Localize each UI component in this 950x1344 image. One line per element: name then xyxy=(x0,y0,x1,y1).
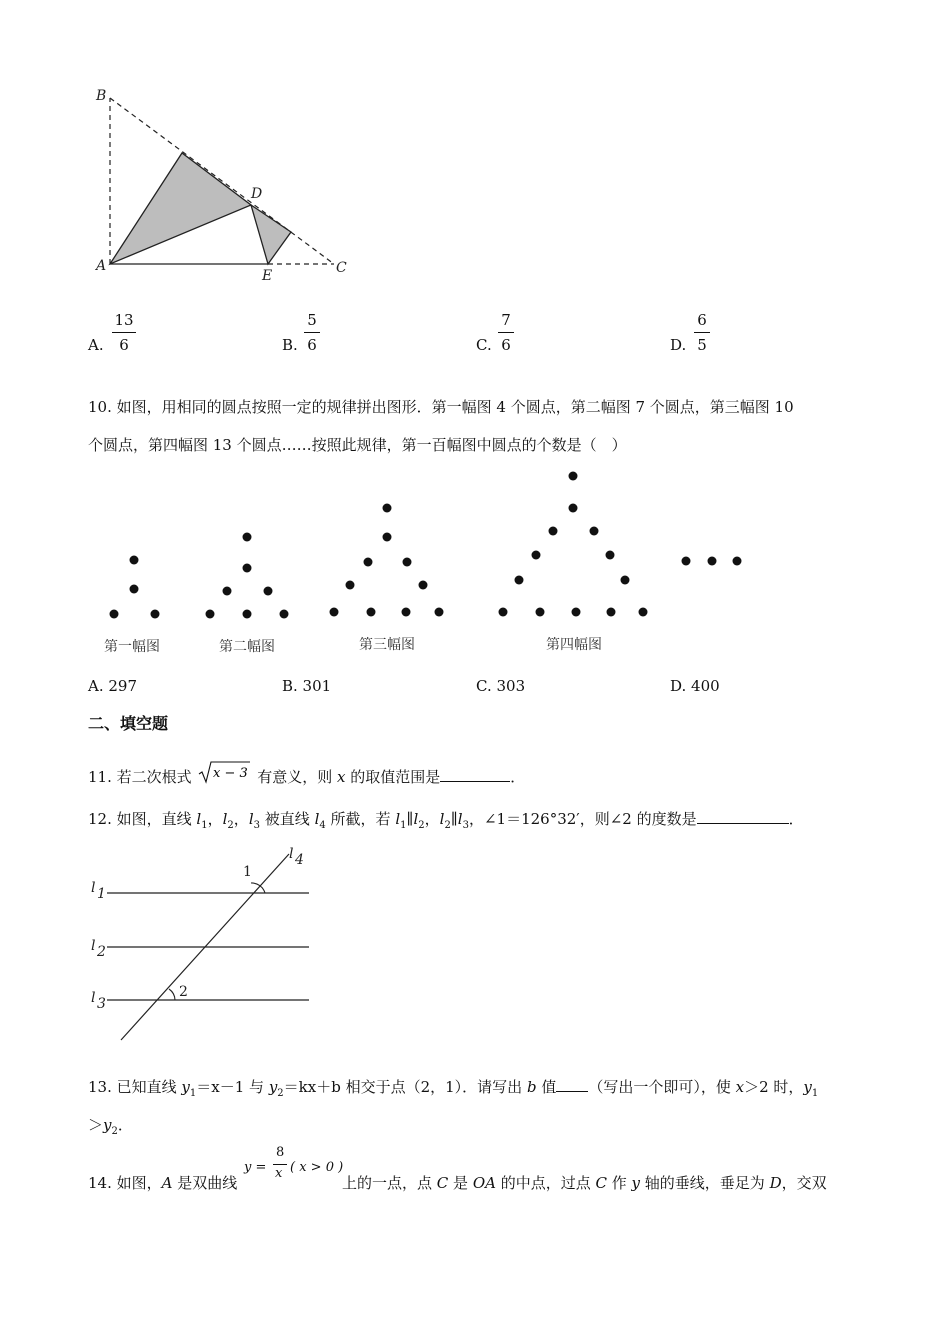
l4-label: l xyxy=(289,846,294,862)
q12-text-c: 所截，若 xyxy=(330,810,396,828)
q12-l2c: l xyxy=(439,810,445,828)
q12-l2b-sub: 2 xyxy=(418,820,425,831)
q13-line2-end: ． xyxy=(117,1116,133,1134)
q13-line2-gt: ＞ xyxy=(88,1116,104,1134)
q12-parallel2: ∥ xyxy=(450,810,458,828)
q10-dot-pattern-figure xyxy=(100,465,760,630)
q10-figure4-label: 第四幅图 xyxy=(546,637,602,653)
label-e: E xyxy=(262,268,273,284)
q14-condition: ( x > 0 ) xyxy=(290,1160,344,1175)
q13-y2: y xyxy=(268,1078,278,1096)
q9-option-a-fraction: 13 6 xyxy=(112,310,136,355)
q13-y2-sub: 2 xyxy=(277,1088,284,1099)
q12-l2b: l xyxy=(413,810,419,828)
q12-sep2: ， xyxy=(233,810,249,828)
shaded-triangle-small xyxy=(251,205,291,264)
q14-C: C xyxy=(436,1174,449,1192)
q12-l2c-sub: 2 xyxy=(444,820,451,831)
q14-frac-num: 8 xyxy=(276,1145,285,1160)
q9-option-b-letter[interactable]: B. xyxy=(282,336,298,354)
label-c: C xyxy=(336,260,347,276)
l3-label: l xyxy=(91,990,96,1006)
q13-c: 值 xyxy=(536,1078,557,1096)
l1-label: l xyxy=(91,880,96,896)
q11-prefix: 11. 若二次根式 xyxy=(88,768,192,786)
q13-y2b: y xyxy=(103,1116,112,1134)
q12-l1b-sub: 1 xyxy=(400,820,407,831)
q12-l4-sub: 4 xyxy=(319,820,326,831)
angle2-arc xyxy=(169,989,175,1000)
q14-line xyxy=(88,1145,827,1202)
q12-end: ． xyxy=(788,810,804,828)
l2-label: l xyxy=(91,938,96,954)
q10-text-line2: 个圆点，第四幅图 13 个圆点……按照此规律，第一百幅图中圆点的个数是（ ） xyxy=(88,436,627,454)
q9-option-c-fraction: 7 6 xyxy=(498,310,514,355)
q14-frac-bar xyxy=(273,1164,287,1165)
q13-line2 xyxy=(88,1114,133,1137)
q13-x: x xyxy=(735,1078,745,1096)
q12-text-a: 12. 如图，直线 xyxy=(88,810,197,828)
q14-OA: OA xyxy=(472,1174,496,1192)
q10-text-line1: 10. 如图，用相同的圆点按照一定的规律拼出图形．第一幅图 4 个圆点，第二幅图 7 个圆点，第三幅图 10 xyxy=(88,398,794,416)
q10-option-d[interactable]: D. 400 xyxy=(670,677,720,695)
q13-d: （写出一个即可），使 xyxy=(588,1078,736,1096)
q12-answer-blank[interactable] xyxy=(697,809,789,824)
q12-sep3: ， xyxy=(424,810,440,828)
q11-answer-blank[interactable] xyxy=(440,767,510,782)
q13-y2b-sub: 2 xyxy=(111,1126,118,1137)
q13-line1 xyxy=(88,1076,818,1099)
q12-l4: l xyxy=(314,810,320,828)
q10-option-a[interactable]: A. 297 xyxy=(88,677,137,695)
q14-e: 的中点，过点 xyxy=(495,1174,596,1192)
q9-option-a-letter[interactable]: A. xyxy=(88,336,104,354)
q10-option-c[interactable]: C. 303 xyxy=(476,677,526,695)
q11-suffix: 的取值范围是 xyxy=(350,768,441,786)
q14-h: ，交双 xyxy=(781,1174,827,1192)
q14-A: A xyxy=(161,1174,173,1192)
q14-y-eq: y = xyxy=(244,1160,267,1175)
l2-sub: 2 xyxy=(97,944,106,960)
l4-sub: 4 xyxy=(295,852,304,868)
q14-f: 作 xyxy=(607,1174,632,1192)
angle1-label: 1 xyxy=(243,864,252,880)
q12-sep1: ， xyxy=(207,810,223,828)
q12-line xyxy=(88,808,804,831)
q12-l3: l xyxy=(248,810,254,828)
q9-option-b-fraction: 5 6 xyxy=(304,310,320,355)
q10-figure1-label: 第一幅图 xyxy=(104,639,160,655)
label-d: D xyxy=(251,186,263,202)
q12-l3b-sub: 3 xyxy=(462,820,469,831)
q13-y1b-sub: 1 xyxy=(811,1088,819,1099)
q13-e: ＞2 时， xyxy=(744,1078,804,1096)
q11-middle: 有意义，则 xyxy=(257,768,333,786)
q9-triangle-figure xyxy=(88,80,358,290)
q9-option-d-fraction: 6 5 xyxy=(694,310,710,355)
q12-l2-sub: 2 xyxy=(227,820,234,831)
q12-text-b: 被直线 xyxy=(264,810,315,828)
l1-sub: 1 xyxy=(97,886,106,902)
label-b: B xyxy=(96,88,107,104)
q10-figure3-label: 第三幅图 xyxy=(359,637,415,653)
q12-l1: l xyxy=(196,810,202,828)
q9-option-d-letter[interactable]: D. xyxy=(670,336,687,354)
shaded-triangle-large xyxy=(110,153,251,264)
q13-y1-sub: 1 xyxy=(189,1088,197,1099)
q13-answer-blank[interactable] xyxy=(556,1077,588,1092)
q12-l1-sub: 1 xyxy=(201,820,208,831)
q14-formula xyxy=(242,1145,344,1192)
q14-C2: C xyxy=(595,1174,607,1192)
q12-text-d: ，∠1＝126°32′，则∠2 的度数是 xyxy=(468,810,697,828)
q13-a: 13. 已知直线 xyxy=(88,1078,182,1096)
q13-y1b: y xyxy=(803,1078,812,1096)
q11-var: x xyxy=(336,768,346,786)
q11-line xyxy=(88,760,525,787)
q13-b: b xyxy=(526,1078,537,1096)
q11-end: ． xyxy=(510,768,526,786)
q14-frac-den: x xyxy=(275,1166,283,1181)
q11-radical-sign xyxy=(198,760,250,784)
q12-l3-sub: 3 xyxy=(253,820,260,831)
section-fill-in-title: 二、填空题 xyxy=(88,714,169,733)
q13-eq1: ＝x－1 与 xyxy=(196,1078,269,1096)
label-a: A xyxy=(96,258,107,274)
q14-a: 14. 如图， xyxy=(88,1174,162,1192)
l3-sub: 3 xyxy=(97,996,106,1012)
q11-radicand: x − 3 xyxy=(213,766,249,781)
q14-g: 轴的垂线，垂足为 xyxy=(640,1174,770,1192)
q10-figure2-label: 第二幅图 xyxy=(219,639,275,655)
q14-c: 上的一点，点 xyxy=(342,1174,437,1192)
q10-option-b[interactable]: B. 301 xyxy=(282,677,332,695)
q12-l2: l xyxy=(222,810,228,828)
q14-D: D xyxy=(769,1174,782,1192)
q12-l1b: l xyxy=(395,810,401,828)
q13-y1: y xyxy=(181,1078,190,1096)
q12-l3b: l xyxy=(457,810,463,828)
q12-parallel-lines-figure xyxy=(85,842,325,1047)
q14-yv: y xyxy=(631,1174,641,1192)
q12-parallel1: ∥ xyxy=(406,810,414,828)
q14-b: 是双曲线 xyxy=(172,1174,243,1192)
angle2-label: 2 xyxy=(179,984,188,1000)
q13-eq2: ＝kx＋b 相交于点（2，1）．请写出 xyxy=(283,1078,527,1096)
q9-option-c-letter[interactable]: C. xyxy=(476,336,492,354)
q14-d: 是 xyxy=(448,1174,473,1192)
